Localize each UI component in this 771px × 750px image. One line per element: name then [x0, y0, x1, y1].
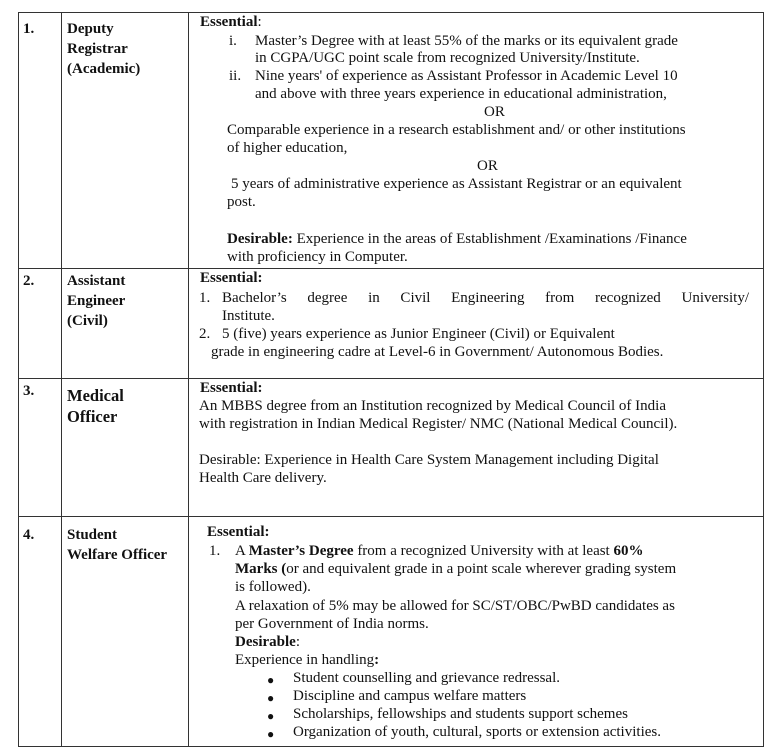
bullet-icon: ● — [267, 727, 275, 741]
row-number: 2. — [23, 273, 35, 289]
essential-label: Essential: — [200, 14, 262, 30]
list-item: Student counselling and grievance redressal. — [293, 670, 560, 686]
essential-label: Essential: — [200, 270, 263, 286]
post-title: Medical Officer — [67, 386, 124, 426]
eligibility-table — [18, 12, 764, 747]
desirable-text: Desirable: Experience in the areas of Establishment /Examinations /Finance — [227, 231, 687, 247]
essential-label: Essential: — [207, 524, 270, 540]
list-item: Discipline and campus welfare matters — [293, 688, 527, 704]
row-number: 3. — [23, 383, 35, 399]
post-title: Deputy Registrar (Academic) — [67, 21, 141, 77]
desirable-text: Desirable: Experience in Health Care System Management including Digital — [199, 452, 659, 468]
table-row — [19, 517, 763, 748]
qualifications: Essential: i. Master’s Degree with at least 55% of the marks or its equivalent grade in CGPA/UGC point scale from recognized University/Institute. ii. Nine years' of experience as Assistant Professor in Academic Level 10 and above with three years experience in educational administration, OR Comparable experience in a research establishment and/ or other institutions of higher education, OR 5 years of administrative experience as Assistant Registrar or an equivalent post. Desirable: Experience in the areas of Establishment /Examinations /Finance with proficiency in Computer. — [200, 14, 687, 265]
bullet-icon: ● — [267, 673, 275, 687]
qualifications: Essential: An MBBS degree from an Institution recognized by Medical Council of India with registration in Indian Medical Register/ NMC (National Medical Council). Desirable: Experience in Health Care System Management including Digital Health Care delivery. — [199, 380, 678, 486]
list-item: Organization of youth, cultural, sports or extension activities. — [293, 724, 661, 740]
row-number: 1. — [23, 21, 35, 37]
qualifications: Essential: 1. A Master’s Degree from a recognized University with at least 60% Marks (or and equivalent grade in a point scale wherever grading system is followed). A relaxation of 5% may be allowed for SC/ST/OBC/PwBD candidates as per Government of India norms. Desirable: Experience in handling: ● Student counselling and grievance redressal. ● Discipline and campus welfare matters ● Scholarships, fellowships and students support schemes ● Organization of youth, cultural, sports or extension activities. — [207, 524, 677, 741]
bullet-icon: ● — [267, 709, 275, 723]
table-row — [19, 269, 763, 379]
post-title: Assistant Engineer (Civil) — [67, 273, 126, 329]
or-separator: OR — [484, 104, 505, 120]
essential-label: Essential: — [200, 380, 263, 396]
list-item: Scholarships, fellowships and students support schemes — [293, 706, 628, 722]
qualifications: Essential: 1. Bachelor’s degree in Civil Engineering from recognized University/ Institute. 2. 5 (five) years experience as Junior Engineer (Civil) or Equivalent grade in engineering cadre at Level-6 in Government/ Autonomous Bodies. — [199, 270, 749, 360]
row-number: 4. — [23, 527, 35, 543]
or-separator: OR — [477, 158, 498, 174]
desirable-label: Desirable: — [235, 634, 300, 650]
bullet-icon: ● — [267, 691, 275, 705]
table-row — [19, 13, 763, 269]
post-title: Student Welfare Officer — [67, 527, 168, 563]
table-row — [19, 379, 763, 517]
